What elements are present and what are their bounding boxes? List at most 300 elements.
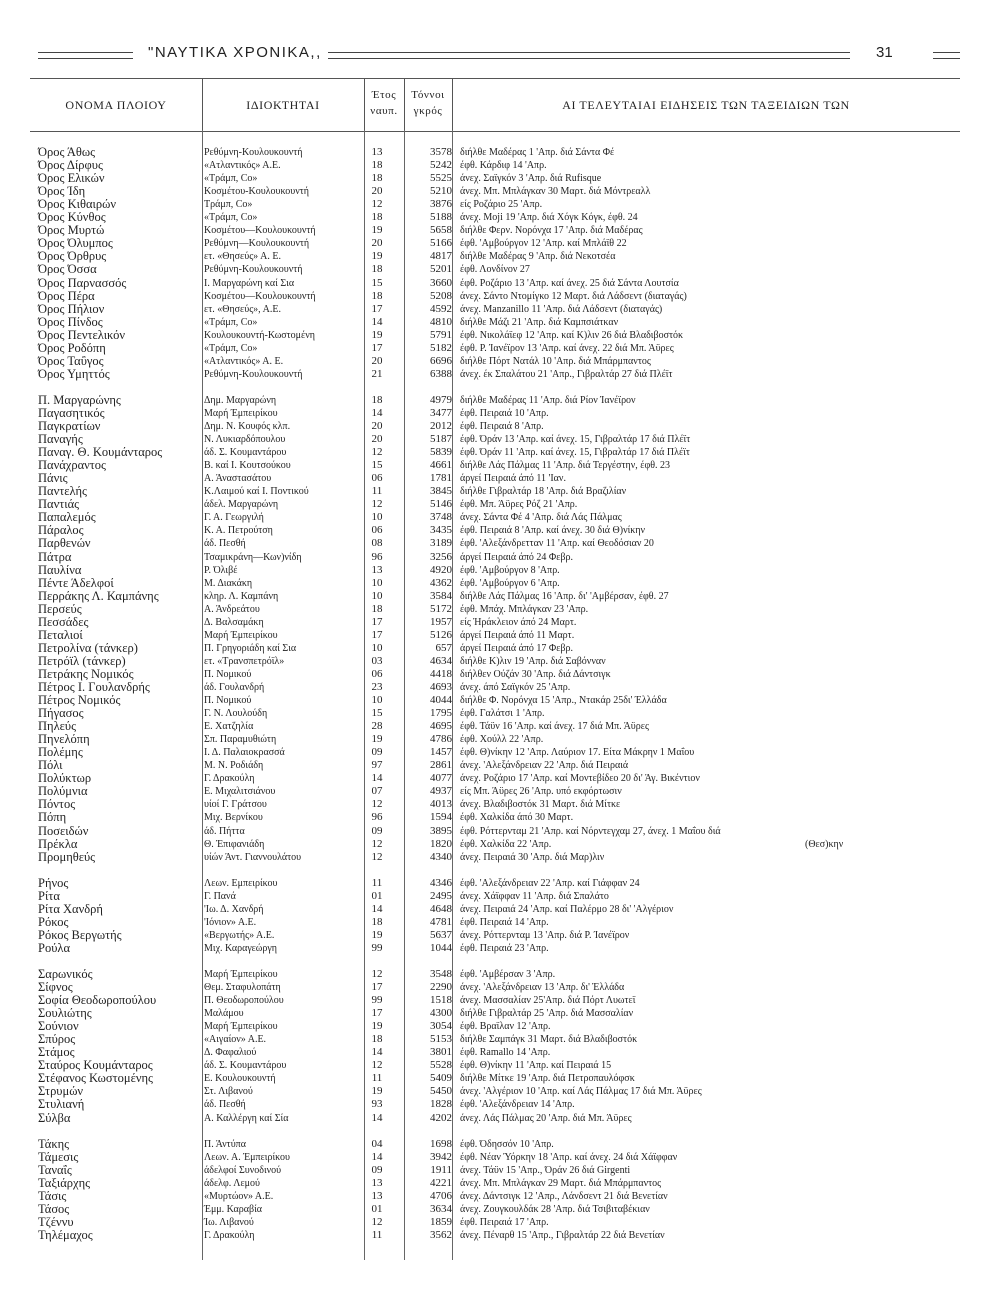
ship-name: Πεσσάδες [38, 615, 89, 629]
ship-name: Πολύμνια [38, 784, 88, 798]
voyage-news: άνεχ. Μπ. Μπλάγκαν 29 Μαρτ. διά Μπάρμπαντος [460, 1178, 662, 1189]
voyage-news: άνεχ. Σάντο Ντομίγκο 12 Μαρτ. διά Λάδσεντ (διαταγάς) [460, 291, 687, 302]
build-year: 14 [371, 407, 383, 419]
voyage-news: έφθ. Βραϊλαν 12 'Απρ. [460, 1021, 551, 1032]
build-year: 17 [371, 342, 383, 354]
voyage-news: έφθ. Χαλκίδα άπό 30 Μαρτ. [460, 812, 574, 823]
build-year: 18 [371, 394, 383, 406]
build-year: 10 [371, 577, 383, 589]
ship-name: Παπαλεμός [38, 510, 96, 524]
voyage-news: διήλθε Κ)λιν 19 'Απρ. διά Σαβόνναν [460, 656, 606, 667]
owner-name: άδελφοί Συνοδινού [204, 1165, 282, 1176]
owner-name: Γ. Πανά [204, 891, 236, 902]
ship-name: Παρθενών [38, 536, 91, 550]
owner-name: άδ. Γουλανδρή [204, 682, 265, 693]
build-year: 17 [371, 616, 383, 628]
build-year: 20 [371, 237, 383, 249]
owner-name: Τσαμικράνη—Κων)νίδη [204, 552, 302, 563]
build-year: 96 [371, 551, 383, 563]
gross-tonnage: 4810 [430, 316, 452, 328]
ship-name: Πετρόϊλ (τάνκερ) [38, 654, 126, 668]
owner-name: «Αιγαίον» Α.Ε. [204, 1034, 267, 1045]
owner-name: Π. Άντύπα [204, 1139, 246, 1150]
ship-name: Τζέννυ [38, 1215, 74, 1229]
ship-name: Πηνελόπη [38, 732, 90, 746]
ship-name: Σπύρος [38, 1032, 76, 1046]
build-year: 15 [371, 277, 383, 289]
ship-name: Όρος Δίρφυς [38, 158, 103, 172]
voyage-news: άνεχ. Πειραιά 24 'Απρ. καί Παλέρμο 28 δι' 'Αλγέριον [460, 904, 674, 915]
ship-name: Παγασητικός [38, 406, 105, 420]
gross-tonnage: 4648 [430, 903, 452, 915]
build-year: 19 [371, 733, 383, 745]
voyage-news: έφθ. 'Αμβούργον 8 'Απρ. [460, 565, 560, 576]
ship-name: Πέτρος Ι. Γουλανδρής [38, 680, 150, 694]
gross-tonnage: 4693 [430, 681, 452, 693]
header-rule-end [933, 52, 960, 59]
voyage-news: έφθ. Ρόττερνταμ 21 'Απρ. καί Νόρντεγχαμ 27, άνεχ. 1 Μαΐου διά [460, 826, 721, 837]
ship-name: Τάμεσις [38, 1150, 79, 1164]
ship-name: Όρος Όλυμπος [38, 236, 113, 250]
gross-tonnage: 5153 [430, 1033, 452, 1045]
build-year: 14 [371, 1046, 383, 1058]
voyage-news: έφθ. 'Αλεξάνδρετταν 11 'Απρ. καί Θεοδόσιαν 20 [460, 538, 654, 549]
gross-tonnage: 4013 [430, 798, 452, 810]
ship-name: Όρος Κιθαιρών [38, 197, 116, 211]
ship-name: Παγκρατίων [38, 419, 101, 433]
voyage-news: διήλθε Μαδέρας 11 'Απρ. διά Ρίον Ίανέϊρον [460, 395, 636, 406]
voyage-news: άνεχ. άπό Σαϊγκόν 25 'Απρ. [460, 682, 571, 693]
build-year: 11 [371, 1229, 383, 1241]
owner-name: Ε. Χατζηλία [204, 721, 254, 732]
owner-name: Κοσμέτου—Κουλουκουντή [204, 225, 316, 236]
gross-tonnage: 3942 [430, 1151, 452, 1163]
build-year: 28 [371, 720, 383, 732]
ship-name: Στυλιανή [38, 1097, 85, 1111]
gross-tonnage: 5839 [430, 446, 452, 458]
gross-tonnage: 2495 [430, 890, 452, 902]
gross-tonnage: 4418 [430, 668, 452, 680]
owner-name: Π. Νομικού [204, 669, 252, 680]
gross-tonnage: 6388 [430, 368, 452, 380]
header-rule-left [38, 52, 133, 59]
owner-name: Μαρή Έμπειρίκου [204, 408, 278, 419]
ship-name: Πανάχραντος [38, 458, 106, 472]
build-year: 20 [371, 433, 383, 445]
gross-tonnage: 4937 [430, 785, 452, 797]
build-year: 11 [371, 877, 383, 889]
column-divider [404, 130, 405, 1260]
voyage-news: άργεί Πειραιά άπό 24 Φεβρ. [460, 552, 574, 563]
gross-tonnage: 5166 [430, 237, 452, 249]
voyage-news: άνεχ. 'Αλεξάνδρειαν 22 'Απρ. διά Πειραιά [460, 760, 629, 771]
gross-tonnage: 1594 [430, 811, 452, 823]
build-year: 20 [371, 420, 383, 432]
gross-tonnage: 4362 [430, 577, 452, 589]
ship-name: Όρος Άθως [38, 145, 96, 159]
ship-name: Τάκης [38, 1137, 70, 1151]
ship-name: Πόντος [38, 797, 76, 811]
gross-tonnage: 3845 [430, 485, 452, 497]
gross-tonnage: 1518 [430, 994, 452, 1006]
gross-tonnage: 4661 [430, 459, 452, 471]
ship-name: Ρόκος [38, 915, 69, 929]
owner-name: Ρ. Όλιβέ [204, 565, 238, 576]
ship-name: Όρος Πήλιον [38, 302, 105, 316]
build-year: 14 [371, 316, 383, 328]
voyage-news: έφθ. Όδησσόν 10 'Απρ. [460, 1139, 554, 1150]
build-year: 15 [371, 459, 383, 471]
owner-name: Β. καί Ι. Κουτσούκου [204, 460, 291, 471]
voyage-news: έφθ. 'Αμβέρσαν 3 'Απρ. [460, 969, 556, 980]
owner-name: Έμμ. Καραβία [204, 1204, 262, 1215]
ship-name: Πέτρος Νομικός [38, 693, 121, 707]
build-year: 18 [371, 1033, 383, 1045]
voyage-news: άνεχ. Δάντσιγκ 12 'Απρ., Λάνδσεντ 21 διά Βενετίαν [460, 1191, 668, 1202]
gross-tonnage: 3562 [430, 1229, 452, 1241]
voyage-news: διήλθε Λάς Πάλμας 11 'Απρ. διά Τεργέστην, έφθ. 23 [460, 460, 671, 471]
build-year: 10 [371, 511, 383, 523]
voyage-news: άνεχ. 'Αλεξάνδρειαν 13 'Απρ. δι' Έλλάδα [460, 982, 625, 993]
voyage-news: έφθ. 'Αμβούργον 12 'Απρ. καί Μπλάϊθ 22 [460, 238, 627, 249]
owner-name: Δ. Φαφαλιού [204, 1047, 257, 1058]
owner-name: Ι. Δ. Παλαιοκρασσά [204, 747, 285, 758]
voyage-news: έφθ. Όράν 13 'Απρ. καί άνεχ. 15, Γιβραλτάρ 17 διά Πλέϊτ [460, 434, 691, 445]
voyage-news: διήλθεν Ούζάν 30 'Απρ. διά Δάντσιγκ [460, 669, 611, 680]
ship-name: Πολέμης [38, 745, 83, 759]
build-year: 09 [371, 746, 383, 758]
owner-name: Μαρή Έμπειρίκου [204, 630, 278, 641]
column-header-news: ΑΙ ΤΕΛΕΥΤΑΙΑΙ ΕΙΔΗΣΕΙΣ ΤΩΝ ΤΑΞΕΙΔΙΩΝ ΤΩΝ [562, 98, 850, 112]
voyage-news: άνεχ. Χάϊφφαν 11 'Απρ. διά Σπαλάτο [460, 891, 609, 902]
column-header-tons-line2: γκρός [413, 105, 443, 117]
voyage-news: άνεχ. Ρόττερνταμ 13 'Απρ. διά Ρ. Ίανέϊρον [460, 930, 630, 941]
gross-tonnage: 1828 [430, 1098, 452, 1110]
ship-name: Στρυμών [38, 1084, 84, 1098]
gross-tonnage: 2861 [430, 759, 452, 771]
gross-tonnage: 3895 [430, 825, 452, 837]
voyage-news: διήλθε Πόρτ Νατάλ 10 'Απρ. διά Μπάρμπαντος [460, 356, 651, 367]
build-year: 12 [371, 838, 383, 850]
voyage-news: διήλθε Λάς Πάλμας 16 'Απρ. δι' 'Αμβέρσαν, έφθ. 27 [460, 591, 669, 602]
owner-name: Τράμπ, Co» [204, 199, 253, 210]
ship-name: Όρος Υμηττός [38, 367, 110, 381]
owner-name: Ίω. Λιβανού [204, 1217, 254, 1228]
owner-name: Γ. Ν. Λουλούδη [204, 708, 268, 719]
ship-name: Ρίτα Χανδρή [38, 902, 103, 916]
owner-name: Π. Θεοδωροπούλου [204, 995, 284, 1006]
owner-name: υίοί Γ. Γράτσου [204, 799, 267, 810]
voyage-news: άνεχ. Ζουγκουλδάκ 28 'Απρ. διά Τσιβιταβέκιαν [460, 1204, 650, 1215]
build-year: 19 [371, 329, 383, 341]
gross-tonnage: 4044 [430, 694, 452, 706]
column-header-owner: ΙΔΙΟΚΤΗΤΑΙ [246, 98, 320, 112]
build-year: 01 [371, 1203, 383, 1215]
ship-name: Σοφία Θεοδωροπούλου [38, 993, 157, 1007]
voyage-news: άνεχ. Ροζάριο 17 'Απρ. καί Μοντεβίδεο 20 δι' Άγ. Βικέντιον [460, 773, 700, 784]
owner-name: Κ. Α. Πετρούτση [204, 525, 273, 536]
owner-name: άδελ. Μαργαρώνη [204, 499, 279, 510]
build-year: 15 [371, 707, 383, 719]
ship-name: Σύλβα [38, 1111, 71, 1125]
voyage-news: διήλθε Μαδέρας 1 'Απρ. διά Σάντα Φέ [460, 147, 615, 158]
owner-name: Μαρή Έμπειρίκου [204, 1021, 278, 1032]
gross-tonnage: 5188 [430, 211, 452, 223]
owner-name: Ρεθύμνη-Κουλουκουντή [204, 264, 303, 275]
table-header [30, 78, 960, 132]
voyage-news: άργεί Πειραιά άπό 11 'Ιαν. [460, 473, 566, 484]
ship-name: Παυλίνα [38, 563, 82, 577]
ship-name: Ταναΐς [38, 1163, 72, 1177]
voyage-news: έφθ. Λονδίνον 27 [460, 264, 530, 275]
build-year: 99 [371, 942, 383, 954]
gross-tonnage: 3660 [430, 277, 452, 289]
voyage-news: έφθ. Πειραιά 10 'Απρ. [460, 408, 549, 419]
voyage-news: διήλθε Φερν. Νορόνχα 17 'Απρ. διά Μαδέρας [460, 225, 643, 236]
gross-tonnage: 3801 [430, 1046, 452, 1058]
build-year: 01 [371, 890, 383, 902]
ship-name: Όρος Ροδόπη [38, 341, 106, 355]
ship-name: Παντελής [38, 484, 87, 498]
build-year: 11 [371, 1072, 383, 1084]
ship-name: Όρος Όσσα [38, 262, 97, 276]
gross-tonnage: 5208 [430, 290, 452, 302]
build-year: 18 [371, 916, 383, 928]
owner-name: Θεμ. Σταφυλοπάτη [204, 982, 281, 993]
owner-name: Κοσμέτου-Κουλουκουντή [204, 186, 309, 197]
ship-name: Σούνιον [38, 1019, 79, 1033]
build-year: 14 [371, 772, 383, 784]
owner-name: Δ. Βαλσαμάκη [204, 617, 264, 628]
owner-name: «Ατλαντικός» Α. Ε. [204, 356, 284, 367]
voyage-news: έφθ. 'Αλεξάνδρειαν 22 'Απρ. καί Γιάφφαν 24 [460, 878, 640, 889]
owner-name: Ε. Κουλουκουντή [204, 1073, 276, 1084]
gross-tonnage: 5525 [430, 172, 452, 184]
owner-name: «Τράμπ, Co» [204, 343, 258, 354]
voyage-news: διήλθε Μαδέρας 9 'Απρ. διά Νεκοτσέα [460, 251, 616, 262]
voyage-news: έφθ. Ρ. Ίανέϊρον 13 'Απρ. καί άνεχ. 22 διά Μπ. Άϋρες [460, 343, 674, 354]
ship-name: Πήγασος [38, 706, 84, 720]
ship-name: Πάτρα [38, 550, 72, 564]
owner-name: Μιχ. Βερνίκου [204, 812, 263, 823]
gross-tonnage: 3634 [430, 1203, 452, 1215]
build-year: 12 [371, 851, 383, 863]
build-year: 10 [371, 694, 383, 706]
header-rule-right [328, 52, 850, 59]
voyage-news: άνεχ. Τάϋν 15 'Απρ., Όράν 26 διά Girgenti [460, 1165, 631, 1176]
gross-tonnage: 1044 [430, 942, 452, 954]
gross-tonnage: 4920 [430, 564, 452, 576]
gross-tonnage: 5658 [430, 224, 452, 236]
gross-tonnage: 3876 [430, 198, 452, 210]
owner-name: Στ. Λιβανού [204, 1086, 253, 1097]
ship-name: Όρος Ίδη [38, 184, 86, 198]
ship-name: Στάμος [38, 1045, 75, 1059]
voyage-news: άνεχ. Βλαδιβοστόκ 31 Μαρτ. διά Μίτκε [460, 799, 621, 810]
gross-tonnage: 3054 [430, 1020, 452, 1032]
build-year: 19 [371, 929, 383, 941]
ship-name: Πετράκης Νομικός [38, 667, 134, 681]
owner-name: Π. Γρηγοριάδη καί Σια [204, 643, 297, 654]
ship-name: Πρέκλα [38, 837, 78, 851]
build-year: 12 [371, 198, 383, 210]
owner-name: Γ. Δρακούλη [204, 1230, 255, 1241]
ship-name: Όρος Μυρτώ [38, 223, 105, 237]
owner-name: Γ. Δρακούλη [204, 773, 255, 784]
ship-name: Ρούλα [38, 941, 71, 955]
gross-tonnage: 5528 [430, 1059, 452, 1071]
gross-tonnage: 4300 [430, 1007, 452, 1019]
gross-tonnage: 4786 [430, 733, 452, 745]
build-year: 17 [371, 981, 383, 993]
ship-name: Ταξιάρχης [38, 1176, 91, 1190]
owner-name: ετ. «Θησεύς», Α.Ε. [204, 304, 281, 315]
owner-name: Π. Νομικού [204, 695, 252, 706]
gross-tonnage: 3578 [430, 146, 452, 158]
build-year: 20 [371, 355, 383, 367]
voyage-news: έφθ. Πειραιά 17 'Απρ. [460, 1217, 549, 1228]
page-number: 31 [876, 44, 893, 61]
ship-name: Πεταλιοί [38, 628, 83, 642]
voyage-news: έφθ. Ροζάριο 13 'Απρ. καί άνεχ. 25 διά Σάντα Λουτσία [460, 278, 679, 289]
gross-tonnage: 4221 [430, 1177, 452, 1189]
voyage-news: έφθ. Κάρδιφ 14 'Απρ. [460, 160, 547, 171]
build-year: 17 [371, 303, 383, 315]
voyage-news: είς Ήράκλειον άπό 24 Μαρτ. [460, 617, 577, 628]
voyage-news: έφθ. Νέαν Ύόρκην 18 'Απρ. καί άνεχ. 24 διά Χάϊφφαν [460, 1152, 678, 1163]
owner-name: «Βεργωτής» Α.Ε. [204, 930, 275, 941]
voyage-news: διήλθε Μίτκε 19 'Απρ. διά Πετροπαυλόφσκ [460, 1073, 635, 1084]
build-year: 18 [371, 603, 383, 615]
voyage-news: διήλθε Μάζι 21 'Απρ. διά Καμπσιάτκαν [460, 317, 619, 328]
build-year: 06 [371, 668, 383, 680]
build-year: 12 [371, 1059, 383, 1071]
voyage-news: έφθ. 'Αλεξάνδρειαν 14 'Απρ. [460, 1099, 575, 1110]
owner-name: «Μυρτώον» Α.Ε. [204, 1191, 274, 1202]
owner-name: 'Ιόνιον» Α.Ε. [204, 917, 257, 928]
ship-name: Παντιάς [38, 497, 80, 511]
owner-name: κληρ. Λ. Καμπάνη [204, 591, 279, 602]
voyage-news: έφθ. Όράν 11 'Απρ. καί άνεχ. 15, Γιβραλτάρ 17 διά Πλέϊτ [460, 447, 690, 458]
owner-name: Ε. Μιχαλιτσιάνου [204, 786, 276, 797]
gross-tonnage: 1795 [430, 707, 452, 719]
running-header [38, 42, 960, 64]
build-year: 99 [371, 994, 383, 1006]
owner-name: Μαρή Έμπειρίκου [204, 969, 278, 980]
owner-name: υίών Άντ. Γιαννουλάτου [204, 852, 302, 863]
ship-name: Ρόκος Βεργωτής [38, 928, 122, 942]
voyage-news: άνεχ. Πειραιά 30 'Απρ. διά Μαρ)λιν [460, 852, 605, 863]
voyage-news: έφθ. Θ)νίκην 12 'Απρ. Λαύριον 17. Είτα Μάκρην 1 Μαΐου [460, 747, 695, 758]
gross-tonnage: 5210 [430, 185, 452, 197]
owner-name: άδ. Πεσθή [204, 538, 246, 549]
build-year: 19 [371, 1085, 383, 1097]
owner-name: Α. Άναστασάτου [204, 473, 272, 484]
voyage-news: έφθ. Θ)νίκην 11 'Απρ. καί Πειραιά 15 [460, 1060, 612, 1071]
build-year: 12 [371, 498, 383, 510]
gross-tonnage: 1911 [430, 1164, 452, 1176]
ship-name: Ρήνος [38, 876, 69, 890]
build-year: 07 [371, 785, 383, 797]
voyage-news: έφθ. Νικολάϊεφ 12 'Απρ. καί Κ)λιν 26 διά Βλαδιβοστόκ [460, 330, 684, 341]
build-year: 06 [371, 524, 383, 536]
owner-name: «Ατλαντικός» Α.Ε. [204, 160, 281, 171]
build-year: 18 [371, 263, 383, 275]
build-year: 23 [371, 681, 383, 693]
voyage-news: άνεχ. Σαϊγκόν 3 'Απρ. διά Rufisque [460, 173, 602, 184]
gross-tonnage: 4817 [430, 250, 452, 262]
column-divider [452, 130, 453, 1260]
ship-name: Πάνις [38, 471, 68, 485]
gross-tonnage: 5201 [430, 263, 452, 275]
owner-name: Μιχ. Καραγεώργη [204, 943, 278, 954]
build-year: 06 [371, 472, 383, 484]
build-year: 13 [371, 1190, 383, 1202]
owner-name: Ι. Μαργαρώνη καί Σια [204, 278, 295, 289]
ship-name: Όρος Πίνδος [38, 315, 103, 329]
build-year: 19 [371, 250, 383, 262]
build-year: 19 [371, 1020, 383, 1032]
ship-name: Πόπη [38, 810, 67, 824]
build-year: 03 [371, 655, 383, 667]
gross-tonnage: 1859 [430, 1216, 452, 1228]
build-year: 17 [371, 629, 383, 641]
build-year: 10 [371, 590, 383, 602]
ship-name: Σουλιώτης [38, 1006, 92, 1020]
gross-tonnage: 3189 [430, 537, 452, 549]
voyage-news: έφθ. Ramallo 14 'Απρ. [460, 1047, 551, 1058]
gross-tonnage: 4346 [430, 877, 452, 889]
gross-tonnage: 5187 [430, 433, 452, 445]
gross-tonnage: 5791 [430, 329, 452, 341]
voyage-news: διήλθε Γιβραλτάρ 18 'Απρ. διά Βραζιλίαν [460, 486, 627, 497]
build-year: 10 [371, 642, 383, 654]
ship-name: Πόλι [38, 758, 63, 772]
voyage-news: έφθ. Μπ. Άϋρες Ρόζ 21 'Απρ. [460, 499, 578, 510]
voyage-news: άνεχ. έκ Σπαλάτου 21 'Απρ., Γιβραλτάρ 27 διά Πλέϊτ [460, 369, 673, 380]
owner-name: Σπ. Παραμυθιώτη [204, 734, 277, 745]
voyage-news: έφθ. Μπάχ. Μπλάγκαν 23 'Απρ. [460, 604, 589, 615]
build-year: 04 [371, 1138, 383, 1150]
gross-tonnage: 5450 [430, 1085, 452, 1097]
voyage-news: είς Ροζάριο 25 'Απρ. [460, 199, 543, 210]
gross-tonnage: 1781 [430, 472, 452, 484]
owner-name: Ρεθύμνη-Κουλουκουντή [204, 147, 303, 158]
ship-name: Όρος Πεντελικόν [38, 328, 125, 342]
owner-name: Μ. Ν. Ροδιάδη [204, 760, 264, 771]
owner-name: Ρεθύμνη-Κουλουκουντή [204, 369, 303, 380]
ship-name: Παναγ. Θ. Κουμάνταρος [38, 445, 163, 459]
build-year: 14 [371, 1112, 383, 1124]
column-header-tons-line1: Τόννοι [411, 89, 445, 101]
gross-tonnage: 2290 [430, 981, 452, 993]
gross-tonnage: 4695 [430, 720, 452, 732]
gross-tonnage: 5409 [430, 1072, 452, 1084]
owner-name: Κοσμέτου—Κουλουκουντή [204, 291, 316, 302]
voyage-news: άνεχ. Moji 19 'Απρ. διά Χόγκ Κόγκ, έφθ. 24 [460, 212, 638, 223]
gross-tonnage: 4634 [430, 655, 452, 667]
gross-tonnage: 4340 [430, 851, 452, 863]
ship-name: Τηλέμαχος [38, 1228, 93, 1242]
ship-name: Όρος Πέρα [38, 289, 95, 303]
ship-name: Πέντε Άδελφοί [38, 576, 114, 590]
gross-tonnage: 4592 [430, 303, 452, 315]
journal-title: "ΝΑΥΤΙΚΑ ΧΡΟΝΙΚΑ,, [148, 44, 322, 61]
ship-name: Ποσειδών [38, 824, 89, 838]
owner-name: «Τράμπ, Co» [204, 317, 258, 328]
build-year: 13 [371, 564, 383, 576]
column-header-year [364, 87, 404, 119]
